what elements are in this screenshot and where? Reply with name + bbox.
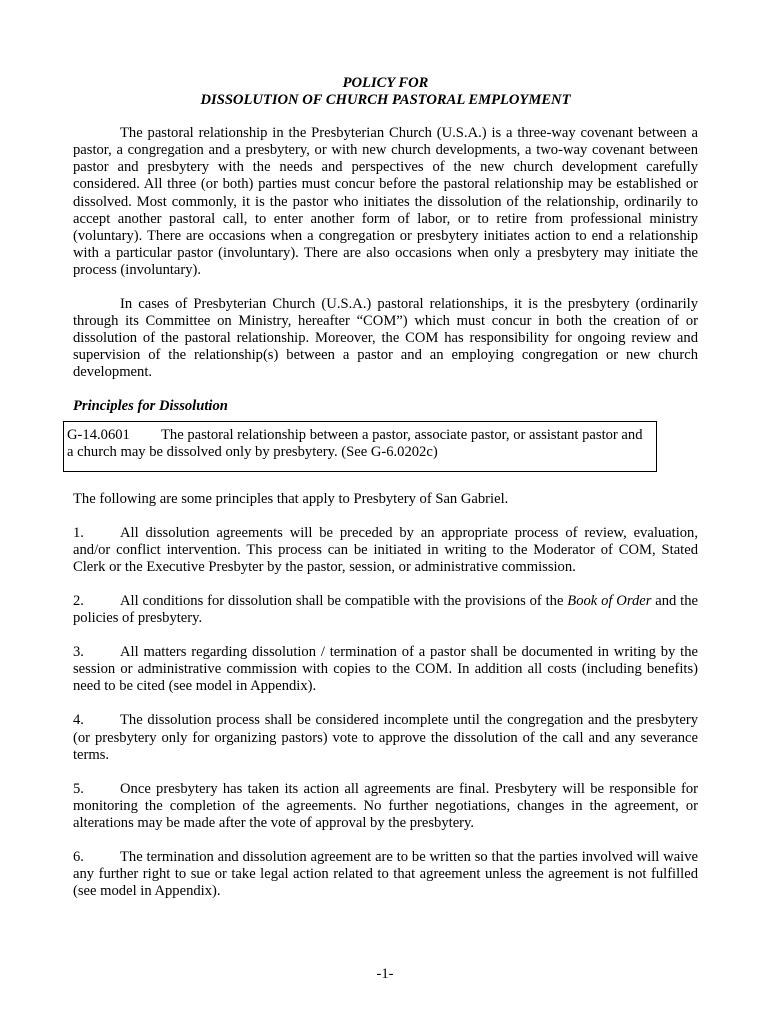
principle-item-4 bbox=[73, 712, 698, 763]
item-text: Once presbytery has taken its action all agreements are final. Presbytery will be responsible for monitoring the completion of the agreements. No further negotiations, changes in the agreement, or alterations may be made after the vote of approval by the presbytery. bbox=[73, 780, 698, 831]
document-page bbox=[67, 75, 699, 900]
item-text: The termination and dissolution agreement are to be written so that the parties involved will waive any further right to sue or take legal action related to that agreement unless the agreement is not fulfilled (see model in Appendix). bbox=[73, 849, 698, 900]
title-line-1: POLICY FOR bbox=[342, 75, 429, 91]
item-text: All dissolution agreements will be preceded by an appropriate process of review, evaluation, and/or conflict intervention. This process can be initiated in writing to the Moderator of COM, Stated Clerk or the Executive Presbyter by the pastor, session, or administrative commission. bbox=[73, 524, 698, 575]
page-number: -1- bbox=[376, 966, 394, 982]
item-number: 1. bbox=[73, 524, 84, 541]
item-number: 4. bbox=[73, 712, 84, 729]
principle-item-5 bbox=[73, 781, 698, 832]
book-of-order-title: Book of Order bbox=[567, 592, 652, 609]
item-text-after: and the policies of presbytery. bbox=[73, 592, 699, 627]
quote-text: The pastoral relationship between a pastor, associate pastor, or assistant pastor and a church may be dissolved only by presbytery. (See G-6.0202c) bbox=[67, 426, 643, 460]
principles-intro: The following are some principles that apply to Presbytery of San Gabriel. bbox=[73, 490, 509, 507]
principle-item-2 bbox=[73, 593, 698, 627]
item-text: All matters regarding dissolution / termination of a pastor shall be documented in writing by the session or administrative commission with copies to the COM. In addition all costs (including benefits) need to be cited (see model in Appendix). bbox=[73, 644, 698, 695]
quote-reference: G-14.0601 bbox=[67, 426, 130, 443]
item-number: 2. bbox=[73, 592, 84, 609]
principle-item-6 bbox=[73, 849, 698, 900]
intro-paragraph-1: The pastoral relationship in the Presbyterian Church (U.S.A.) is a three-way covenant between a pastor, a congregation and a presbytery, or with new church developments, a two-way covenant between pastor and presbytery with the needs and perspectives of the new church development carefully considered. All three (or both) parties must concur before the pastoral relationship may be established or dissolved. Most commonly, it is the pastor who initiates the dissolution of the relationship, ordinarily to accept another pastoral call, to enter another form of labor, or to retire from professional ministry (voluntary). There are occasions when a congregation or presbytery initiates action to end a relationship with a particular pastor (involuntary). There are also occasions when only a presbytery may initiate the process (involuntary). bbox=[73, 125, 698, 278]
title-line-2: DISSOLUTION OF CHURCH PASTORAL EMPLOYMENT bbox=[200, 92, 571, 109]
item-number: 3. bbox=[73, 644, 84, 661]
principle-item-3 bbox=[73, 644, 698, 695]
book-of-order-quote-box bbox=[63, 421, 657, 472]
item-text: The dissolution process shall be considered incomplete until the congregation and the presbytery (or presbytery only for organizing pastors) vote to approve the dissolution of the call and any severance terms. bbox=[73, 712, 698, 763]
item-text-before: All conditions for dissolution shall be compatible with the provisions of the bbox=[120, 592, 568, 609]
document-title bbox=[73, 75, 698, 109]
principle-item-1 bbox=[73, 525, 698, 576]
item-number: 6. bbox=[73, 849, 84, 865]
intro-paragraph-2: In cases of Presbyterian Church (U.S.A.) pastoral relationships, it is the presbytery (ordinarily through its Committee on Ministry, hereafter “COM”) which must concur in both the creation of or dissolution of the pastoral relationship. Moreover, the COM has responsibility for ongoing review and supervision of the relationship(s) between a pastor and an employing congregation or new church development. bbox=[73, 296, 698, 381]
item-number: 5. bbox=[73, 780, 84, 797]
principles-heading: Principles for Dissolution bbox=[73, 397, 228, 414]
